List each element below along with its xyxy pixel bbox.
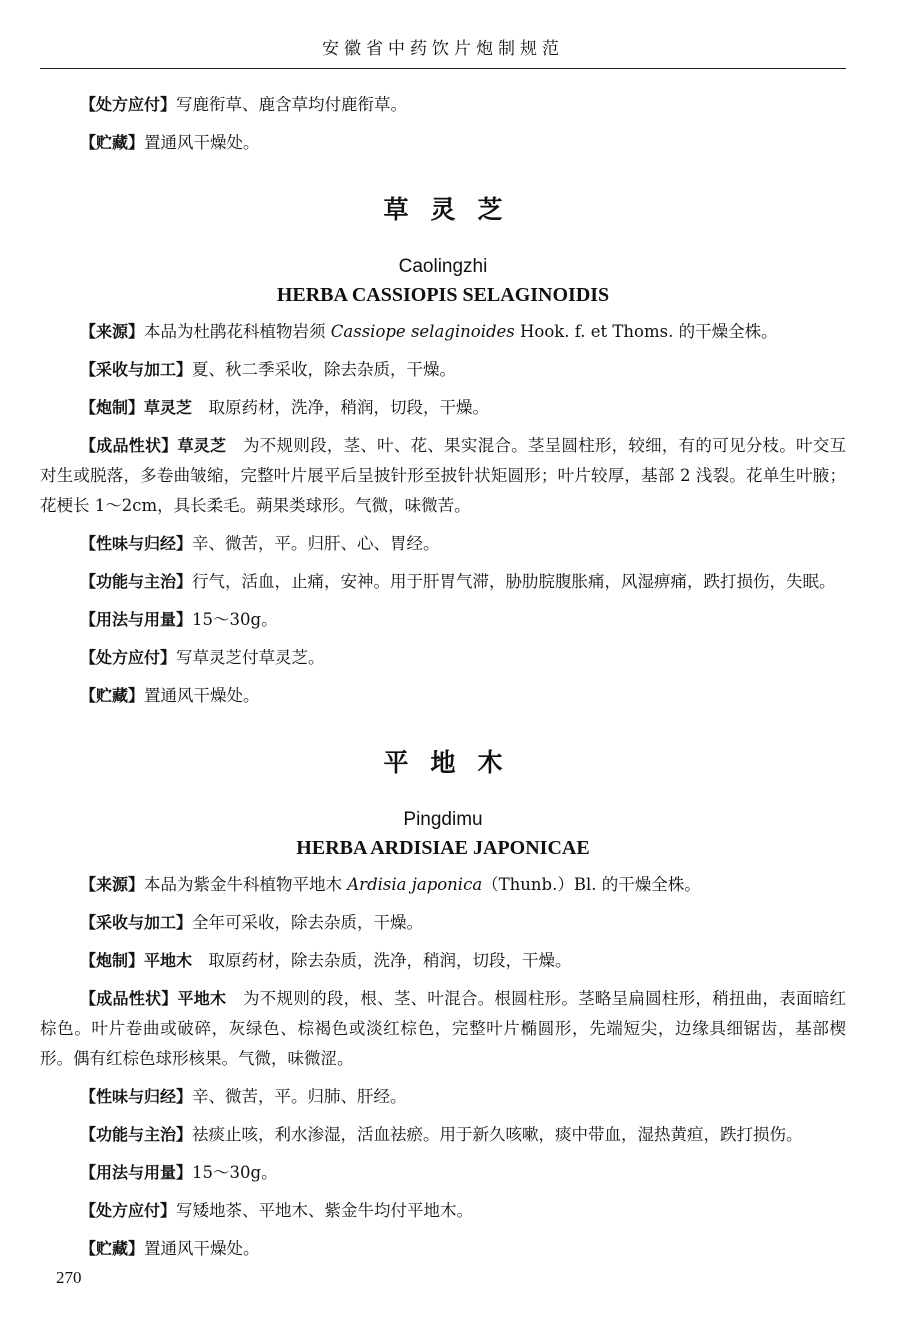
section-tag: 【炮制】 bbox=[80, 398, 145, 417]
source-paragraph bbox=[40, 870, 846, 900]
section-text: 置通风干燥处。 bbox=[144, 133, 260, 152]
section-text: 15～30g。 bbox=[192, 610, 278, 629]
section-tag: 【用法与用量】 bbox=[80, 610, 193, 629]
header-title: 安徽省中药饮片炮制规范 bbox=[322, 39, 564, 59]
section-tag: 【炮制】 bbox=[80, 951, 145, 970]
entry-latin-name: HERBA ARDISIAE JAPONICAE bbox=[296, 837, 590, 859]
entry-pinyin: Pingdimu bbox=[403, 809, 483, 830]
section-text: 夏、秋二季采收，除去杂质，干燥。 bbox=[192, 360, 457, 379]
section-tag: 【采收与加工】 bbox=[80, 360, 193, 379]
storage-paragraph bbox=[40, 681, 846, 711]
storage-paragraph bbox=[40, 1234, 846, 1264]
nature-paragraph bbox=[40, 1082, 846, 1112]
section-tag: 【用法与用量】 bbox=[80, 1163, 193, 1182]
section-text: 为不规则段，茎、叶、花、果实混合。茎呈圆柱形，较细，有的可见分枝。叶交互对生或脱落，多卷曲皱缩，完整叶片展平后呈披针形至披针状矩圆形；叶片较厚，基部 2 浅裂。花单生叶腋；花梗长 1～2cm，具长柔毛。蒴果类球形。气微，味微苦。 bbox=[40, 436, 846, 515]
species-name: Cassiope selaginoides bbox=[330, 322, 515, 341]
section-text: 写鹿衔草、鹿含草均付鹿衔草。 bbox=[176, 95, 408, 114]
section-text: 本品为杜鹃花科植物岩须 bbox=[144, 322, 331, 341]
section-text: 辛、微苦，平。归肺、肝经。 bbox=[192, 1087, 407, 1106]
section-text: 15～30g。 bbox=[192, 1163, 278, 1182]
section-text: 取原药材，除去杂质，洗净，稍润，切段，干燥。 bbox=[192, 951, 572, 970]
entry-title: 草灵芝 bbox=[383, 195, 525, 224]
entry-title: 平地木 bbox=[383, 748, 525, 777]
subheading: 草灵芝 bbox=[144, 398, 193, 417]
harvest-paragraph bbox=[40, 355, 846, 385]
section-tag: 【贮藏】 bbox=[80, 1239, 145, 1258]
section-tag: 【成品性状】 bbox=[80, 436, 178, 455]
section-tag: 【性味与归经】 bbox=[80, 1087, 193, 1106]
processing-paragraph bbox=[40, 946, 846, 976]
section-tag: 【成品性状】 bbox=[80, 989, 178, 1008]
section-text: 置通风干燥处。 bbox=[144, 686, 260, 705]
section-tag: 【采收与加工】 bbox=[80, 913, 193, 932]
section-tag: 【贮藏】 bbox=[80, 133, 145, 152]
function-paragraph bbox=[40, 567, 846, 597]
section-text: 全年可采收，除去杂质，干燥。 bbox=[192, 913, 424, 932]
nature-paragraph bbox=[40, 529, 846, 559]
dosage-paragraph bbox=[40, 1158, 846, 1188]
traits-paragraph bbox=[40, 984, 846, 1074]
species-name: Ardisia japonica bbox=[347, 875, 483, 894]
section-tag: 【功能与主治】 bbox=[80, 1125, 193, 1144]
section-text: 为不规则的段，根、茎、叶混合。根圆柱形。茎略呈扁圆柱形，稍扭曲，表面暗红棕色。叶片卷曲或破碎，灰绿色、棕褐色或淡红棕色，完整叶片椭圆形，先端短尖，边缘具细锯齿，基部楔形。偶有红棕色球形核果。气微，味微涩。 bbox=[40, 989, 846, 1068]
section-tag: 【功能与主治】 bbox=[80, 572, 193, 591]
section-text: 取原药材，洗净，稍润，切段，干燥。 bbox=[192, 398, 490, 417]
section-text: 辛、微苦，平。归肝、心、胃经。 bbox=[192, 534, 440, 553]
function-paragraph bbox=[40, 1120, 846, 1150]
running-header bbox=[40, 18, 846, 69]
section-tag: 【性味与归经】 bbox=[80, 534, 193, 553]
section-text: 写矮地茶、平地木、紫金牛均付平地木。 bbox=[176, 1201, 474, 1220]
harvest-paragraph bbox=[40, 908, 846, 938]
section-text: 祛痰止咳，利水渗湿，活血祛瘀。用于新久咳嗽，痰中带血，湿热黄疸，跌打损伤。 bbox=[192, 1125, 803, 1144]
section-tag: 【处方应付】 bbox=[80, 95, 177, 114]
intro-storage bbox=[40, 128, 846, 158]
dosage-paragraph bbox=[40, 605, 846, 635]
traits-paragraph bbox=[40, 431, 846, 521]
entry-pinyin: Caolingzhi bbox=[398, 256, 488, 277]
subheading: 草灵芝 bbox=[177, 436, 227, 455]
section-text: （Thunb.）Bl. 的干燥全株。 bbox=[482, 875, 701, 894]
section-text: 写草灵芝付草灵芝。 bbox=[176, 648, 325, 667]
section-tag: 【处方应付】 bbox=[80, 648, 177, 667]
prescription-paragraph bbox=[40, 643, 846, 673]
page-number: 270 bbox=[56, 1268, 82, 1287]
section-tag: 【来源】 bbox=[80, 875, 145, 894]
section-text: 置通风干燥处。 bbox=[144, 1239, 260, 1258]
processing-paragraph bbox=[40, 393, 846, 423]
entry-latin-name: HERBA CASSIOPIS SELAGINOIDIS bbox=[276, 284, 610, 306]
intro-prescription bbox=[40, 90, 846, 120]
section-tag: 【处方应付】 bbox=[80, 1201, 177, 1220]
section-text: 行气，活血，止痛，安神。用于肝胃气滞，胁肋脘腹胀痛，风湿痹痛，跌打损伤，失眠。 bbox=[192, 572, 836, 591]
section-text: 本品为紫金牛科植物平地木 bbox=[144, 875, 348, 894]
section-tag: 【来源】 bbox=[80, 322, 145, 341]
subheading: 平地木 bbox=[144, 951, 193, 970]
section-tag: 【贮藏】 bbox=[80, 686, 145, 705]
subheading: 平地木 bbox=[177, 989, 227, 1008]
section-text: Hook. f. et Thoms. 的干燥全株。 bbox=[514, 322, 778, 341]
page-content bbox=[40, 90, 846, 1272]
source-paragraph bbox=[40, 317, 846, 347]
prescription-paragraph bbox=[40, 1196, 846, 1226]
